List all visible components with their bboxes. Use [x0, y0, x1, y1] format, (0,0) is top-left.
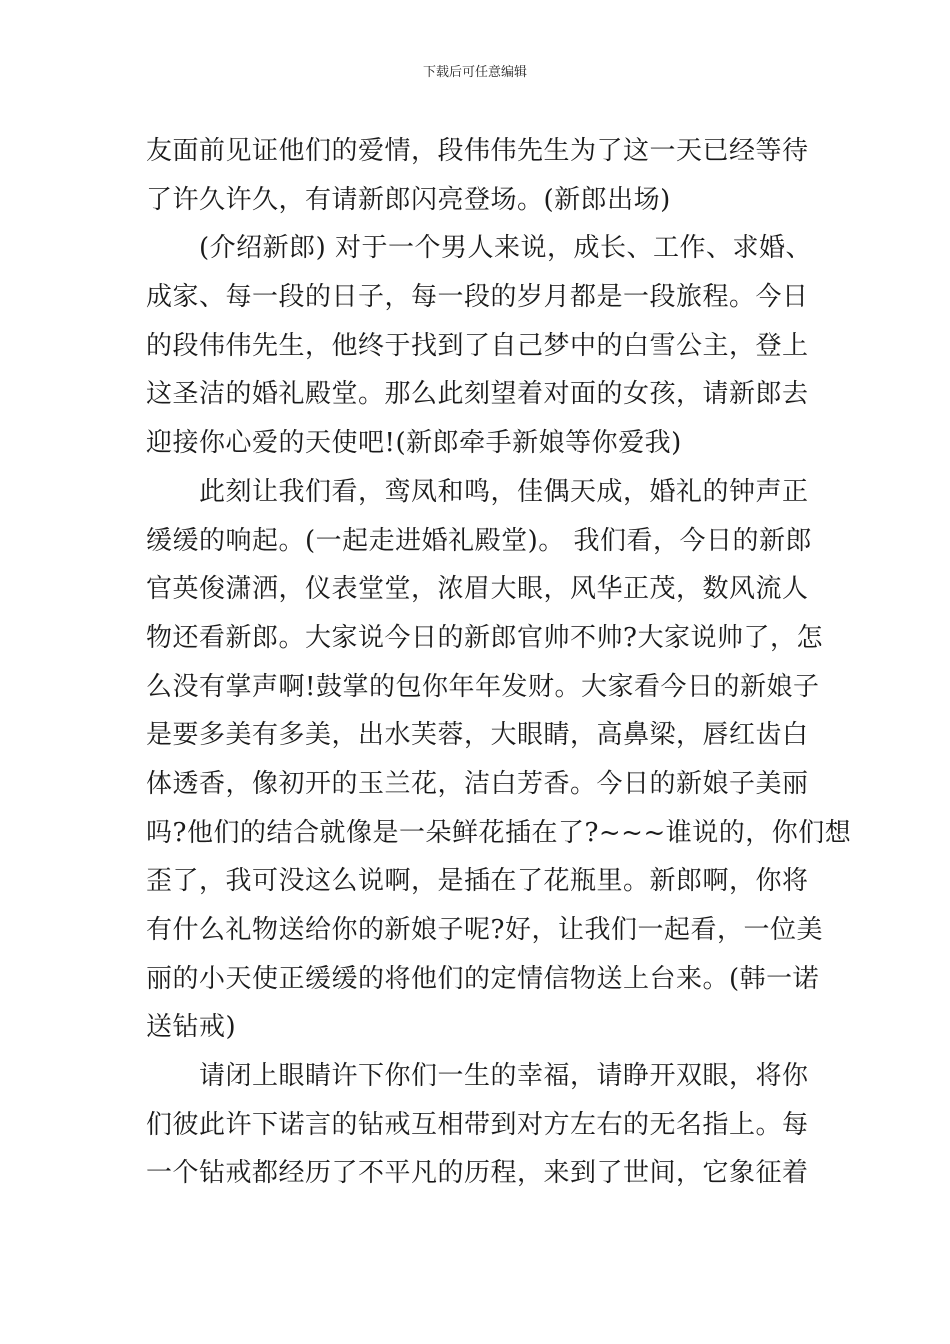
- text-line: 迎接你心爱的天使吧!(新郎牵手新娘等你爱我): [146, 428, 682, 459]
- paragraph-first-line: (介绍新郎) 对于一个男人来说，成长、工作、求婚、: [199, 233, 813, 264]
- text-line: 体透香，像初开的玉兰花，洁白芳香。今日的新娘子美丽: [146, 768, 809, 799]
- text-line: 成家、每一段的日子，每一段的岁月都是一段旅程。今日: [146, 282, 809, 313]
- text-line: 有什么礼物送给你的新娘子呢?好，让我们一起看，一位美: [146, 915, 823, 945]
- paragraph-first-line: 请闭上眼睛许下你们一生的幸福，请睁开双眼，将你: [199, 1061, 809, 1092]
- text-line: 友面前见证他们的爱情，段伟伟先生为了这一天已经等待: [146, 136, 809, 166]
- text-line: 吗?他们的结合就像是一朵鲜花插在了?~~~谁说的，你们想: [146, 817, 852, 848]
- text-line: 歪了，我可没这么说啊，是插在了花瓶里。新郎啊，你将: [146, 866, 809, 897]
- text-line: 送钻戒): [146, 1012, 237, 1043]
- text-line: 物还看新郎。大家说今日的新郎官帅不帅?大家说帅了，怎: [146, 622, 823, 653]
- text-line: 们彼此许下诺言的钻戒互相带到对方左右的无名指上。每: [146, 1109, 809, 1140]
- text-line: 的段伟伟先生，他终于找到了自己梦中的白雪公主，登上: [146, 330, 809, 361]
- body-text: [146, 127, 852, 1198]
- text-line: 官英俊潇洒，仪表堂堂，浓眉大眼，风华正茂，数风流人: [146, 574, 809, 605]
- text-line: 是要多美有多美，出水芙蓉，大眼睛，高鼻梁，唇红齿白: [146, 720, 809, 751]
- text-line: 这圣洁的婚礼殿堂。那么此刻望着对面的女孩，请新郎去: [146, 379, 809, 410]
- text-line: 丽的小天使正缓缓的将他们的定情信物送上台来。(韩一诺: [146, 963, 820, 994]
- text-line: 缓缓的响起。(一起走进婚礼殿堂)。 我们看，今日的新郎: [146, 525, 813, 556]
- text-line: 一个钻戒都经历了不平凡的历程，来到了世间，它象征着: [146, 1158, 809, 1189]
- text-line: 了许久许久，有请新郎闪亮登场。(新郎出场): [146, 184, 671, 215]
- text-line: 么没有掌声啊!鼓掌的包你年年发财。大家看今日的新娘子: [146, 671, 820, 702]
- paragraph-first-line: 此刻让我们看，鸾凤和鸣，佳偶天成，婚礼的钟声正: [199, 476, 809, 507]
- page-header: 下载后可任意编辑: [422, 65, 527, 80]
